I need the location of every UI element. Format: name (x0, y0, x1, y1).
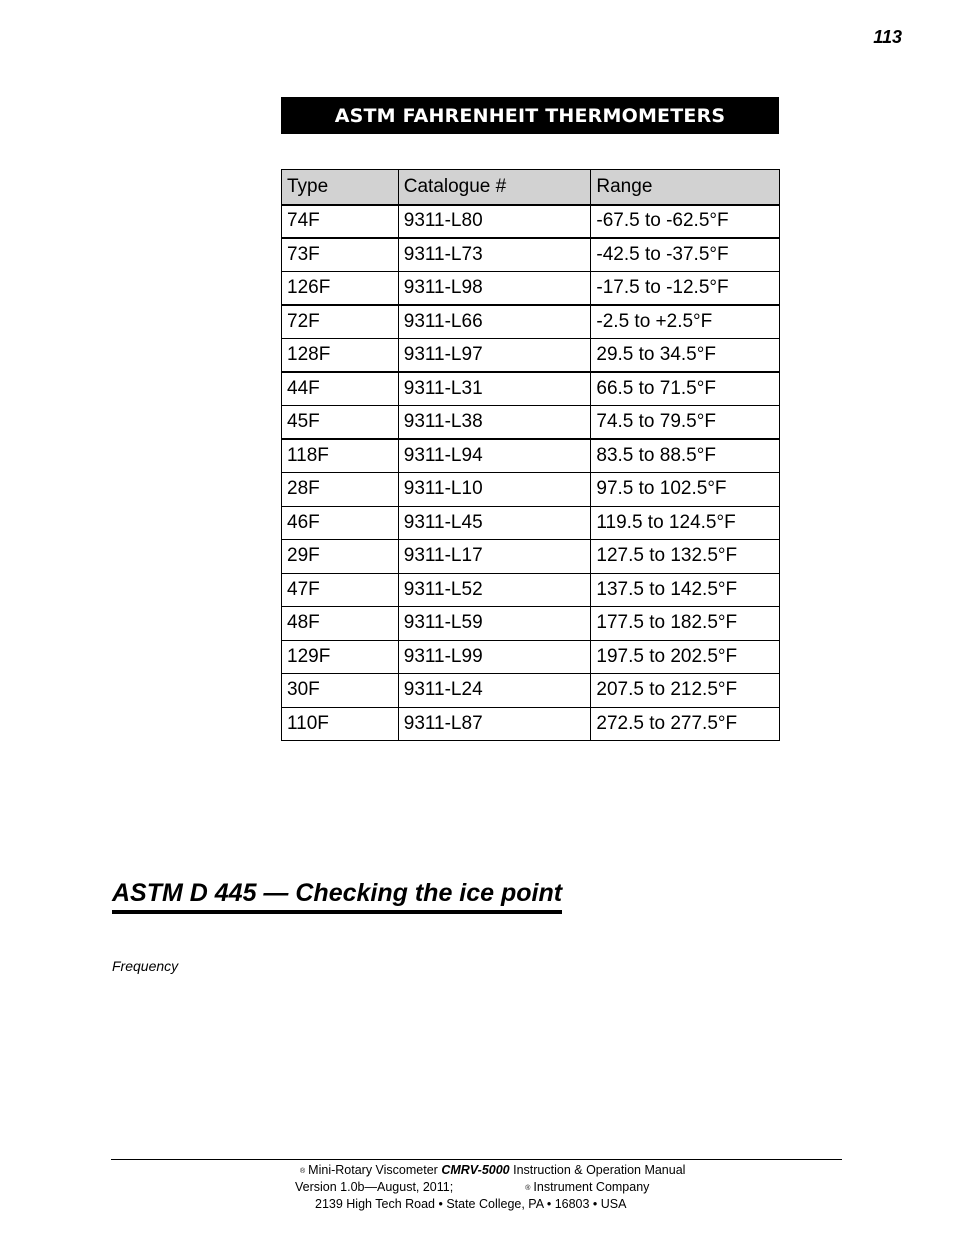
cell-catalogue: 9311-L80 (398, 205, 591, 239)
cell-catalogue: 9311-L59 (398, 607, 591, 641)
table-row (282, 674, 780, 708)
cell-type: 44F (282, 372, 399, 406)
registered-mark: ® (300, 1168, 306, 1175)
cell-catalogue: 9311-L87 (398, 707, 591, 741)
footer-divider (111, 1159, 842, 1160)
header-catalogue: Catalogue # (398, 170, 591, 205)
table-row (282, 573, 780, 607)
page-number: 113 (873, 27, 902, 47)
table-header-row (282, 170, 780, 205)
cell-range: 137.5 to 142.5°F (591, 573, 780, 607)
cell-range: 177.5 to 182.5°F (591, 607, 780, 641)
cell-range: 127.5 to 132.5°F (591, 540, 780, 574)
table-row (282, 607, 780, 641)
cell-type: 126F (282, 272, 399, 306)
cell-type: 129F (282, 640, 399, 674)
frequency-label: Frequency (112, 958, 179, 974)
table-row (282, 205, 780, 239)
cell-range: 74.5 to 79.5°F (591, 406, 780, 440)
cell-catalogue: 9311-L94 (398, 439, 591, 473)
footer-address-line (111, 1196, 842, 1213)
cell-range: 197.5 to 202.5°F (591, 640, 780, 674)
cell-range: -67.5 to -62.5°F (591, 205, 780, 239)
cell-type: 46F (282, 506, 399, 540)
table-row (282, 372, 780, 406)
cell-range: 29.5 to 34.5°F (591, 339, 780, 373)
table-row (282, 506, 780, 540)
table-row (282, 339, 780, 373)
cell-range: 207.5 to 212.5°F (591, 674, 780, 708)
cell-type: 118F (282, 439, 399, 473)
section-heading: ASTM D 445 — Checking the ice point (112, 879, 562, 914)
table-row (282, 439, 780, 473)
cell-catalogue: 9311-L73 (398, 238, 591, 272)
cell-range: -2.5 to +2.5°F (591, 305, 780, 339)
cell-type: 47F (282, 573, 399, 607)
cell-type: 30F (282, 674, 399, 708)
cell-range: 272.5 to 277.5°F (591, 707, 780, 741)
cell-catalogue: 9311-L10 (398, 473, 591, 507)
cell-catalogue: 9311-L66 (398, 305, 591, 339)
cell-type: 128F (282, 339, 399, 373)
cell-type: 28F (282, 473, 399, 507)
cell-type: 48F (282, 607, 399, 641)
cell-catalogue: 9311-L38 (398, 406, 591, 440)
table-row (282, 640, 780, 674)
footer-manual-line (111, 1162, 842, 1179)
cell-catalogue: 9311-L99 (398, 640, 591, 674)
table-row (282, 272, 780, 306)
cell-type: 72F (282, 305, 399, 339)
footer-manual-title: Instruction & Operation Manual (513, 1163, 686, 1177)
cell-catalogue: 9311-L17 (398, 540, 591, 574)
cell-catalogue: 9311-L45 (398, 506, 591, 540)
table-row (282, 238, 780, 272)
footer-model: CMRV-5000 (441, 1163, 510, 1177)
footer-company: Instrument Company (533, 1180, 650, 1194)
cell-catalogue: 9311-L98 (398, 272, 591, 306)
cell-range: 66.5 to 71.5°F (591, 372, 780, 406)
footer-product: Mini-Rotary Viscometer (308, 1163, 438, 1177)
cell-catalogue: 9311-L52 (398, 573, 591, 607)
header-type: Type (282, 170, 399, 205)
cell-range: 83.5 to 88.5°F (591, 439, 780, 473)
cell-range: 119.5 to 124.5°F (591, 506, 780, 540)
cell-type: 73F (282, 238, 399, 272)
footer-address: 2139 High Tech Road • State College, PA • 16803 • USA (315, 1197, 627, 1211)
cell-range: -17.5 to -12.5°F (591, 272, 780, 306)
cell-range: 97.5 to 102.5°F (591, 473, 780, 507)
cell-type: 74F (282, 205, 399, 239)
footer-version: Version 1.0b—August, 2011; (295, 1180, 454, 1194)
cell-range: -42.5 to -37.5°F (591, 238, 780, 272)
cell-catalogue: 9311-L31 (398, 372, 591, 406)
table-row (282, 473, 780, 507)
table-row (282, 540, 780, 574)
page-footer (111, 1162, 842, 1213)
header-range: Range (591, 170, 780, 205)
table-row (282, 305, 780, 339)
cell-catalogue: 9311-L24 (398, 674, 591, 708)
cell-type: 45F (282, 406, 399, 440)
table-title-banner: ASTM FAHRENHEIT THERMOMETERS (281, 97, 779, 134)
thermometer-table (281, 169, 780, 741)
table-row (282, 707, 780, 741)
table-row (282, 406, 780, 440)
cell-catalogue: 9311-L97 (398, 339, 591, 373)
cell-type: 110F (282, 707, 399, 741)
registered-mark: ® (525, 1185, 531, 1192)
footer-version-line (111, 1179, 842, 1196)
cell-type: 29F (282, 540, 399, 574)
